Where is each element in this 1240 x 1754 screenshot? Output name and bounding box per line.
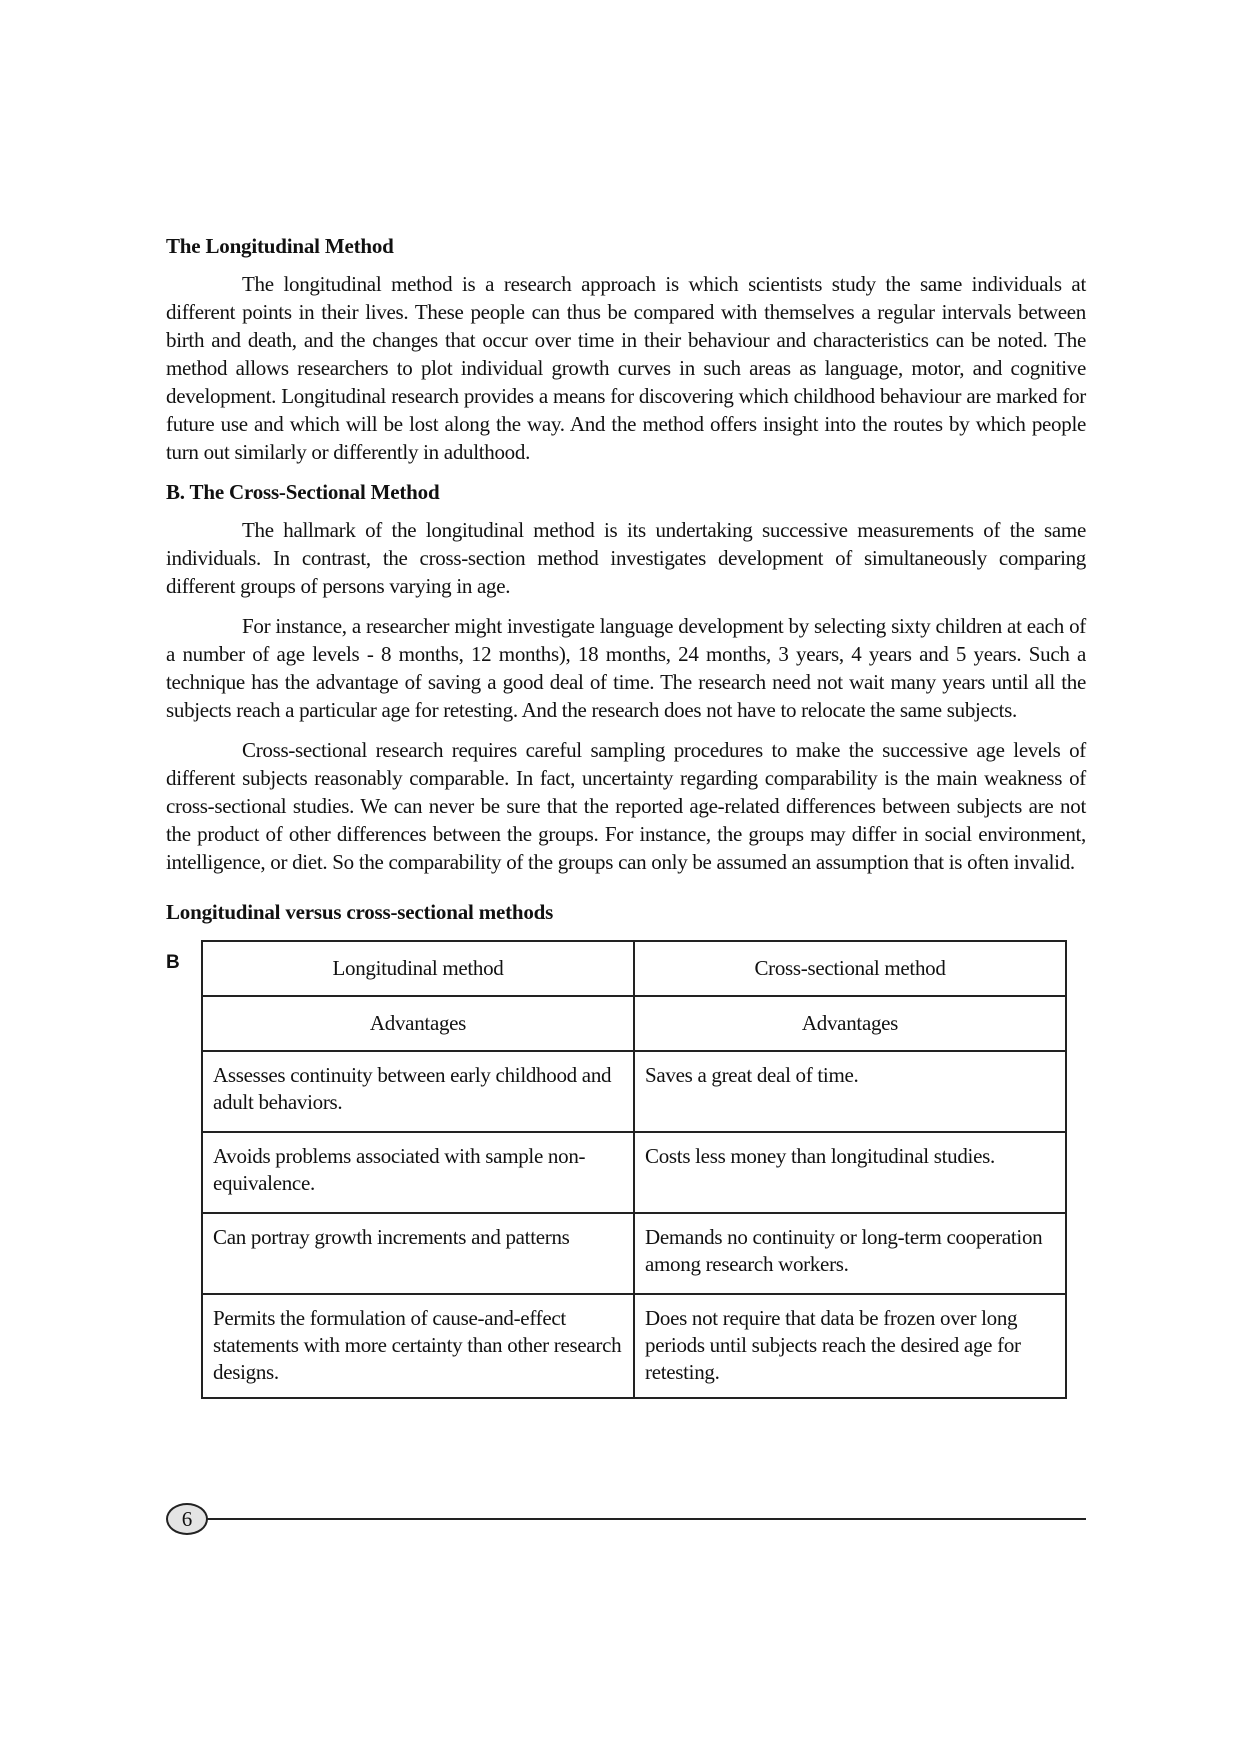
table-cell: Can portray growth increments and patterns xyxy=(202,1213,634,1294)
paragraph-cross-sectional-2: For instance, a researcher might investigate language development by selecting sixty children at each of a number of age levels - 8 months, 12 months), 18 months, 24 months, 3 years, 4 years and 5 years. Such a technique has the advantage of saving a good deal of time. The research need not wait many years until all the subjects reach a particular age for retesting. And the research does not have to relocate the same subjects. xyxy=(166,614,1086,722)
page-footer xyxy=(166,1503,1086,1537)
footer-divider xyxy=(206,1518,1086,1520)
section-heading-longitudinal: The Longitudinal Method xyxy=(166,234,394,258)
section-heading-cross-sectional: B. The Cross-Sectional Method xyxy=(166,480,440,504)
paragraph-cross-sectional-3: Cross-sectional research requires careful sampling procedures to make the successive age levels of different subjects reasonably comparable. In fact, uncertainty regarding comparability is the main weakness of cross-sectional studies. We can never be sure that the reported age-related differences between subjects are not the product of other differences between the groups. For instance, the groups may differ in social environment, intelligence, or diet. So the comparability of the groups can only be assumed an assumption that is often invalid. xyxy=(166,738,1086,874)
table-title: Longitudinal versus cross-sectional methods xyxy=(166,900,554,924)
table-row xyxy=(202,1294,1066,1398)
table-cell: Assesses continuity between early childhood and adult behaviors. xyxy=(202,1051,634,1132)
column-header-cross-sectional: Cross-sectional method xyxy=(634,941,1066,996)
comparison-table-wrapper xyxy=(166,940,1086,1399)
table-cell: Permits the formulation of cause-and-effect statements with more certainty than other research designs. xyxy=(202,1294,634,1398)
comparison-table xyxy=(201,940,1067,1399)
table-cell: Saves a great deal of time. xyxy=(634,1051,1066,1132)
table-cell: Avoids problems associated with sample non-equivalence. xyxy=(202,1132,634,1213)
table-header-row xyxy=(202,941,1066,996)
paragraph-cross-sectional-1: The hallmark of the longitudinal method is its undertaking successive measurements of the same individuals. In contrast, the cross-section method investigates development of simultaneously comparing different groups of persons varying in age. xyxy=(166,518,1086,598)
table-label: B xyxy=(166,952,180,973)
paragraph-longitudinal-1: The longitudinal method is a research approach is which scientists study the same individuals at different points in their lives. These people can thus be compared with themselves a regular intervals between birth and death, and the changes that occur over time in their behaviour and characteristics can be noted. The method allows researchers to plot individual growth curves in such areas as language, motor, and cognitive development. Longitudinal research provides a means for discovering which childhood behaviour are marked for future use and which will be lost along the way. And the method offers insight into the routes by which people turn out similarly or differently in adulthood. xyxy=(166,272,1086,464)
column-header-longitudinal: Longitudinal method xyxy=(202,941,634,996)
table-row xyxy=(202,1132,1066,1213)
table-cell: Costs less money than longitudinal studies. xyxy=(634,1132,1066,1213)
subheader-longitudinal-advantages: Advantages xyxy=(202,996,634,1051)
table-row xyxy=(202,1213,1066,1294)
page-number: 6 xyxy=(166,1503,208,1535)
subheader-cross-sectional-advantages: Advantages xyxy=(634,996,1066,1051)
page-content xyxy=(166,232,1086,1399)
table-cell: Does not require that data be frozen over long periods until subjects reach the desired age for retesting. xyxy=(634,1294,1066,1398)
table-cell: Demands no continuity or long-term cooperation among research workers. xyxy=(634,1213,1066,1294)
table-subheader-row xyxy=(202,996,1066,1051)
table-row xyxy=(202,1051,1066,1132)
